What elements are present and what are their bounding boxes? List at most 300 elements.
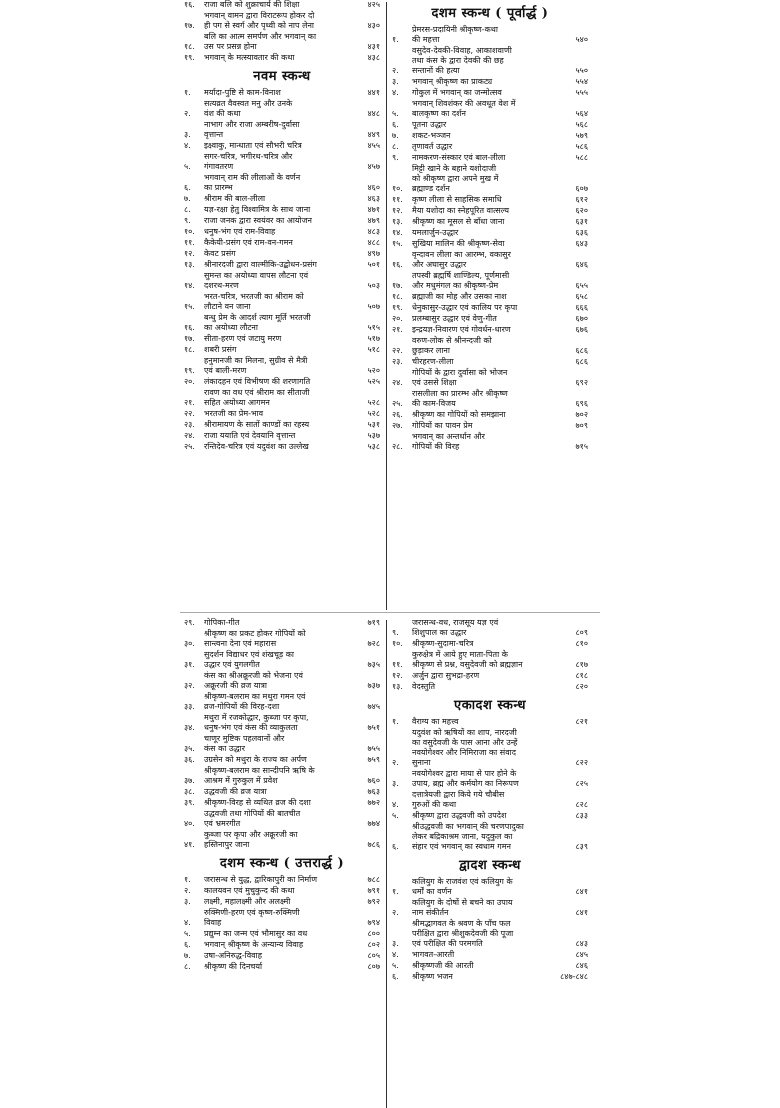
- toc-entry: [392, 314, 588, 324]
- toc-entry: [392, 961, 588, 971]
- toc-entry: [392, 142, 588, 152]
- toc-entry: [184, 650, 380, 670]
- entry-page: ७०९: [575, 421, 588, 430]
- entry-page: ६२०: [575, 206, 588, 215]
- entry-page: ८४१: [575, 908, 588, 917]
- entry-title: भगवान् राम की लीलाओं के वर्णन का प्रारम्भ: [204, 173, 301, 192]
- toc-entry: [392, 811, 588, 821]
- entry-number: ११.: [184, 238, 195, 247]
- entry-title: सुखिया मालिन की श्रीकृष्ण-सेवा: [412, 239, 505, 248]
- entry-title: धेनुकासुर-उद्धार एवं कालिय पर कृपा: [412, 303, 518, 312]
- entry-number: ६.: [392, 842, 399, 851]
- entry-page: ५१८: [367, 345, 380, 354]
- entry-page: ८३३: [575, 811, 588, 820]
- entry-title: कैकेयी-प्रसंग एवं राम-वन-गमन: [204, 238, 293, 247]
- entry-number: २१.: [184, 398, 195, 407]
- entry-title: चीरहरण-लीला: [412, 357, 454, 366]
- entry-number: ११.: [392, 195, 403, 204]
- entry-title: लंकादहन एवं विभीषण की शरणागति: [204, 377, 311, 386]
- entry-page: ५३८: [367, 442, 380, 451]
- entry-page: ७४५: [367, 702, 380, 711]
- entry-title: राजा ययाति एवं देवयानि वृत्तान्त: [204, 431, 296, 440]
- entry-title: राजा जनक द्वारा स्वयंवर का आयोजन: [204, 216, 313, 225]
- entry-number: ३.: [184, 897, 191, 906]
- entry-number: १०.: [392, 639, 403, 648]
- entry-page: ६९२: [575, 378, 588, 387]
- entry-title: रावण का वध एवं श्रीराम का सीताजी सहित अयोध्या आगमन: [204, 388, 310, 407]
- entry-title: उद्धवजी तथा गोपियों की बातचीत एवं भ्रमरगीत: [204, 809, 301, 828]
- toc-column-bottom-right: [392, 618, 588, 1108]
- entry-title: राजा बलि को शुक्राचार्य की शिक्षा: [204, 0, 300, 9]
- entry-number: ५.: [392, 811, 399, 820]
- entry-number: ९.: [184, 216, 191, 225]
- entry-title: श्रीकृष्ण का मूसल से बाँधा जाना: [412, 217, 505, 226]
- entry-number: १६.: [392, 260, 403, 269]
- entry-title: श्रीकृष्ण की दिनचर्या: [204, 962, 263, 971]
- entry-number: १२.: [184, 249, 195, 258]
- entry-title: मिट्टी खाने के बहाने यशोदाजी को श्रीकृष्ण द्वारा अपने मुख में ब्रह्माण्ड दर्शन: [412, 164, 499, 193]
- entry-number: ३.: [392, 77, 399, 86]
- entry-title: उद्धवजी की व्रज यात्रा: [204, 787, 267, 796]
- entry-title: केवट प्रसंग: [204, 249, 236, 258]
- entry-title: धनुष-भंग एवं राम-विवाह: [204, 227, 276, 236]
- entry-title: भगवान् शिवशंकर की अवधूत वेश में बालकृष्ण का दर्शन: [412, 99, 516, 118]
- entry-number: १.: [392, 35, 399, 44]
- entry-page: ५५४: [575, 77, 588, 86]
- entry-number: १९.: [184, 366, 195, 375]
- entry-page: ६८६: [575, 357, 588, 366]
- entry-page: ६६६: [575, 303, 588, 312]
- entry-number: २३.: [392, 357, 403, 366]
- entry-number: ३.: [184, 130, 191, 139]
- entry-number: १३.: [392, 217, 403, 226]
- entry-number: १९.: [392, 303, 403, 312]
- toc-entry: [184, 908, 380, 928]
- entry-number: २.: [392, 908, 399, 917]
- page-divider: [180, 612, 600, 613]
- toc-entry: [184, 249, 380, 259]
- entry-page: ८०५: [367, 951, 380, 960]
- entry-page: ४३०: [367, 21, 380, 30]
- entry-number: ५.: [184, 929, 191, 938]
- entry-title: वैराग्य का महत्त्व: [412, 717, 459, 726]
- entry-number: ५.: [392, 109, 399, 118]
- entry-title: गोपियों के द्वारा दुर्वासा को भोजन एवं उससे शिक्षा: [412, 368, 508, 387]
- entry-page: ८२८: [575, 800, 588, 809]
- entry-number: ७.: [392, 131, 399, 140]
- entry-page: ५८८: [575, 153, 588, 162]
- entry-number: ११.: [392, 660, 403, 669]
- entry-number: २३.: [184, 420, 195, 429]
- entry-number: २८.: [392, 442, 403, 451]
- entry-number: ३३.: [184, 702, 195, 711]
- toc-entry: [392, 618, 588, 638]
- toc-entry: [184, 442, 380, 452]
- entry-number: ९.: [392, 628, 399, 637]
- entry-title: भगवान् वामन द्वारा विराटरूप होकर दो ही पग से स्वर्ग और पृथ्वी को नाप लेना: [204, 11, 315, 30]
- toc-entry: [184, 431, 380, 441]
- entry-title: श्रीकृष्ण-बलराम का मथुरा गमन एवं व्रज-गोपियों की विरह-दशा: [204, 692, 306, 711]
- entry-page: ७८६: [367, 840, 380, 849]
- entry-number: ३९.: [184, 798, 195, 807]
- entry-title: सीता-हरण एवं जटायु मरण: [204, 334, 282, 343]
- entry-title: श्रीकृष्ण का गोपियों को समझाना: [412, 410, 506, 419]
- toc-entry: [392, 217, 588, 227]
- entry-number: ६.: [184, 940, 191, 949]
- entry-title: प्रेमरस-प्रदायिनी श्रीकृष्ण-कथा की महत्ता: [412, 25, 498, 44]
- entry-page: ८२०: [575, 682, 588, 691]
- entry-title: कुब्जा पर कृपा और अक्रूरजी का हस्तिनापुर जाना: [204, 830, 298, 849]
- entry-page: ५३१: [367, 420, 380, 429]
- entry-title: सगर-चरित्र, भगीरथ-चरित्र और गंगावतरण: [204, 152, 293, 171]
- entry-number: २२.: [184, 409, 195, 418]
- entry-number: ४.: [184, 141, 191, 150]
- toc-entry: [392, 650, 588, 670]
- toc-entry: [392, 228, 588, 238]
- entry-page: ६४३: [575, 239, 588, 248]
- entry-title: कृष्ण लीला से साहसिक समाधि: [412, 195, 502, 204]
- toc-entry: [184, 798, 380, 808]
- entry-page: ४९७: [367, 249, 380, 258]
- entry-title: रासलीला का प्रारम्भ और श्रीकृष्ण की काम-विजय: [412, 389, 508, 408]
- entry-number: २६.: [392, 410, 403, 419]
- toc-column-bottom-left: [184, 618, 380, 1108]
- toc-entry: [184, 409, 380, 419]
- entry-title: जरासन्ध से युद्ध, द्वारिकापुरी का निर्माण: [204, 875, 318, 884]
- toc-entry: [392, 389, 588, 409]
- toc-entry: [184, 260, 380, 270]
- toc-entry: [392, 46, 588, 76]
- toc-entry: [184, 897, 380, 907]
- entry-number: १९.: [184, 53, 195, 62]
- entry-page: ५६४: [575, 109, 588, 118]
- entry-title: कालयवन एवं मुचुकुन्द की कथा: [204, 886, 295, 895]
- entry-page: ७१५: [575, 442, 588, 451]
- entry-number: ४.: [392, 800, 399, 809]
- entry-number: ४१.: [184, 840, 195, 849]
- toc-entry: [392, 769, 588, 789]
- entry-title: श्रीराम की बाल-लीला: [204, 194, 266, 203]
- toc-entry: [184, 962, 380, 972]
- entry-title: उग्रसेन को मथुरा के राज्य का अर्पण: [204, 755, 307, 764]
- entry-title: नाभाग और राजा अम्बरीष-दुर्वासा वृत्तान्त: [204, 120, 300, 139]
- entry-page: ८२२: [575, 758, 588, 767]
- entry-page: ५७९: [575, 131, 588, 140]
- entry-title: वसुदेव-देवकी-विवाह, आकाशवाणी तथा कंस के द्वारा देवकी की छह सन्तानों की हत्या: [412, 46, 512, 75]
- entry-number: ६.: [392, 120, 399, 129]
- toc-entry: [184, 334, 380, 344]
- toc-entry: [392, 206, 588, 216]
- toc-entry: [392, 357, 588, 367]
- entry-number: २.: [184, 109, 191, 118]
- toc-entry: [184, 755, 380, 765]
- entry-title: सुदर्शन विद्याधर एवं शंखचूड़ का उद्धार एवं युगलगीत: [204, 650, 294, 669]
- entry-page: ७६३: [367, 787, 380, 796]
- entry-title: मैया यशोदा का स्नेहपूरित वात्सल्य: [412, 206, 510, 215]
- entry-number: १०.: [184, 227, 195, 236]
- toc-column-top-right: [392, 0, 588, 612]
- entry-number: ४.: [392, 88, 399, 97]
- entry-page: ८४७-८४८: [560, 972, 588, 981]
- entry-page: ५२८: [367, 398, 380, 407]
- toc-entry: [184, 271, 380, 291]
- section-heading-dasham-uttarardh: दशम स्कन्ध ( उत्तरार्द्ध ): [219, 856, 345, 871]
- entry-title: अर्जुन द्वारा सुभद्रा-हरण: [412, 671, 480, 680]
- toc-entry: [392, 682, 588, 692]
- entry-title: तपस्वी ब्रह्मर्षि शाण्डिल्य, पूर्णमासी और मधुमंगल का श्रीकृष्ण-प्रेम: [412, 271, 510, 290]
- toc-entry: [184, 830, 380, 850]
- entry-number: ८.: [392, 142, 399, 151]
- entry-page: ६३६: [575, 228, 588, 237]
- entry-page: ६५८: [575, 292, 588, 301]
- entry-number: ३८.: [184, 787, 195, 796]
- entry-page: ५६८: [575, 120, 588, 129]
- entry-title: श्रीउद्धवजी का भगवान् की चरणपादुका लेकर बद्रिकाश्रम जाना, यदुकुल का संहार एवं भगवान् का स्वधाम गमन: [412, 822, 524, 851]
- entry-number: १२.: [392, 206, 403, 215]
- entry-number: २०.: [184, 377, 195, 386]
- entry-number: १६.: [184, 323, 195, 332]
- entry-page: ६९६: [575, 399, 588, 408]
- entry-title: मथुरा में रजकोद्धार, कुब्जा पर कृपा, धनुष-भंग एवं कंस की व्याकुलता: [204, 713, 309, 732]
- entry-number: २.: [184, 886, 191, 895]
- section-heading-dwadash: द्वादश स्कन्ध: [459, 858, 521, 873]
- toc-entry: [184, 420, 380, 430]
- entry-list: [392, 618, 588, 692]
- entry-page: ८०७: [367, 962, 380, 971]
- entry-title: श्रीकृष्ण भजन: [412, 972, 453, 981]
- entry-title: भगवान् का अन्तर्धान और गोपियों की विरह: [412, 432, 485, 451]
- entry-page: ७५५: [367, 744, 380, 753]
- entry-page: ४२५: [367, 0, 380, 9]
- entry-title: दत्तात्रेयजी द्वारा किये गये चौबीस गुरुओं की कथा: [412, 790, 505, 809]
- entry-page: ८०२: [367, 940, 380, 949]
- toc-entry: [392, 325, 588, 335]
- toc-entry: [392, 919, 588, 949]
- toc-entry: [392, 728, 588, 768]
- entry-number: ४.: [184, 918, 191, 927]
- entry-page: ६१२: [575, 195, 588, 204]
- entry-number: २९.: [184, 618, 195, 627]
- toc-entry: [184, 618, 380, 628]
- entry-title: भगवान् के मत्स्यावतार की कथा: [204, 53, 295, 62]
- entry-page: ८००: [367, 929, 380, 938]
- entry-page: ८२५: [575, 779, 588, 788]
- entry-page: ५१५: [367, 323, 380, 332]
- toc-entry: [392, 717, 588, 727]
- toc-entry: [184, 32, 380, 52]
- entry-page: ८३९: [575, 842, 588, 851]
- entry-number: ३१.: [184, 660, 195, 669]
- entry-number: २२.: [392, 346, 403, 355]
- toc-entry: [392, 271, 588, 291]
- entry-number: १५.: [392, 239, 403, 248]
- entry-title: चाणूर मुष्टिक पहलवानों और कंस का उद्धार: [204, 734, 285, 753]
- entry-number: ७.: [184, 194, 191, 203]
- entry-title: नवयोगेश्वर द्वारा माया से पार होने के उपाय, ब्रह्म और कर्मयोग का निरूपण: [412, 769, 519, 788]
- entry-title: जरासन्ध-वध, राजसूय यज्ञ एवं शिशुपाल का उद्धार: [412, 618, 499, 637]
- toc-entry: [184, 120, 380, 140]
- entry-title: मर्यादा-पुष्टि से काम-विनाश: [204, 88, 281, 97]
- toc-entry: [392, 292, 588, 302]
- entry-number: ३७.: [184, 776, 195, 785]
- toc-entry: [184, 734, 380, 754]
- entry-title: श्रीकृष्ण-बलराम का सान्दीपनि ऋषि के आश्रम में गुरुकुल में प्रवेश: [204, 766, 315, 785]
- entry-page: ४५७: [367, 162, 380, 171]
- toc-entry: [392, 195, 588, 205]
- entry-title: वरुण-लोक से श्रीनन्दजी को छुड़ाकर लाना: [412, 336, 492, 355]
- entry-title: नामकरण-संस्कार एवं बाल-लीला: [412, 153, 506, 162]
- entry-title: भरतजी का प्रेम-भाव: [204, 409, 264, 418]
- toc-entry: [392, 368, 588, 388]
- section-heading-ekadash: एकादश स्कन्ध: [454, 698, 526, 713]
- entry-page: ६७६: [575, 325, 588, 334]
- entry-number: २.: [392, 66, 399, 75]
- entry-title: भगवान् श्रीकृष्ण के अन्यान्य विवाह: [204, 940, 304, 949]
- entry-page: ५०७: [367, 302, 380, 311]
- entry-list: [392, 25, 588, 452]
- entry-number: २७.: [392, 421, 403, 430]
- entry-number: १४.: [392, 228, 403, 237]
- entry-page: ५२८: [367, 409, 380, 418]
- entry-page: ७७४: [367, 819, 380, 828]
- toc-entry: [184, 766, 380, 786]
- toc-entry: [184, 671, 380, 691]
- entry-title: शबरी प्रसंग: [204, 345, 237, 354]
- entry-title: श्रीनारदजी द्वारा वाल्मीकि-उद्बोधन-प्रसंग: [204, 260, 317, 269]
- entry-page: ७३७: [367, 681, 380, 690]
- entry-title: बन्धु प्रेम के आदर्श त्याग मूर्ति भरतजी का अयोध्या लौटना: [204, 313, 311, 332]
- entry-number: ३५.: [184, 744, 195, 753]
- entry-title: रुक्मिणी-हरण एवं कृष्ण-रुक्मिणी विवाह: [204, 908, 300, 927]
- toc-entry: [184, 227, 380, 237]
- entry-number: ५.: [184, 162, 191, 171]
- toc-entry: [392, 131, 588, 141]
- entry-title: भगवान् श्रीकृष्ण का प्राकट्य: [412, 77, 493, 86]
- entry-title: सत्यव्रत वैवस्वत मनु और उनके वंश की कथा: [204, 99, 293, 118]
- entry-number: ३६.: [184, 755, 195, 764]
- entry-title: लक्ष्मी, महालक्ष्मी और अलक्ष्मी: [204, 897, 291, 906]
- entry-number: २०.: [392, 314, 403, 323]
- entry-number: २५.: [392, 399, 403, 408]
- toc-entry: [184, 692, 380, 712]
- entry-page: ८१८: [575, 671, 588, 680]
- entry-page: ८१०: [575, 639, 588, 648]
- entry-title: इक्ष्वाकु, मान्धाता एवं सौभरी चरित्र: [204, 141, 302, 150]
- toc-entry: [184, 194, 380, 204]
- entry-title: श्रीकृष्ण द्वारा उद्धवजी को उपदेश: [412, 811, 507, 820]
- entry-page: ७९१: [367, 886, 380, 895]
- entry-page: ५२५: [367, 377, 380, 386]
- entry-number: १८.: [184, 42, 195, 51]
- entry-title: रन्तिदेव-चरित्र एवं यदुवंश का उल्लेख: [204, 442, 309, 451]
- toc-entry: [392, 164, 588, 194]
- entry-title: गोपिका-गीत: [204, 618, 240, 627]
- entry-number: १८.: [184, 345, 195, 354]
- entry-title: सुमन्त का अयोध्या वापस लौटना एवं दशरथ-मरण: [204, 271, 309, 290]
- entry-title: यज्ञ-रक्षा हेतु विश्वामित्र के साथ जाना: [204, 205, 311, 214]
- entry-number: २.: [392, 758, 399, 767]
- entry-page: ४३८: [367, 53, 380, 62]
- section-heading-dasham-purvardh: दशम स्कन्ध ( पूर्वार्द्ध ): [431, 6, 549, 21]
- entry-title: गोकुल में भगवान् का जन्मोत्सव: [412, 88, 502, 97]
- toc-entry: [392, 303, 588, 313]
- toc-entry: [184, 713, 380, 733]
- entry-page: ६७०: [575, 314, 588, 323]
- toc-entry: [184, 216, 380, 226]
- entry-number: २५.: [184, 442, 195, 451]
- toc-column-top-left: [184, 0, 380, 612]
- entry-page: ८४५: [575, 950, 588, 959]
- entry-number: ३४.: [184, 723, 195, 732]
- entry-page: ७३५: [367, 660, 380, 669]
- entry-number: ९.: [392, 153, 399, 162]
- entry-page: ८२१: [575, 717, 588, 726]
- toc-entry: [184, 929, 380, 939]
- entry-number: १७.: [184, 334, 195, 343]
- toc-entry: [184, 205, 380, 215]
- entry-page: ८४१: [575, 887, 588, 896]
- toc-entry: [392, 432, 588, 452]
- entry-title: वेदस्तुति: [412, 682, 435, 691]
- toc-entry: [184, 238, 380, 248]
- toc-entry: [392, 639, 588, 649]
- toc-entry: [184, 0, 380, 10]
- entry-page: ८४३: [575, 939, 588, 948]
- entry-page: ४६०: [367, 183, 380, 192]
- entry-title: कलियुग के दोषों से बचने का उपाय नाम संकीर्तन: [412, 898, 513, 917]
- entry-page: ६४६: [575, 260, 588, 269]
- entry-number: १८.: [392, 292, 403, 301]
- toc-entry: [184, 141, 380, 151]
- entry-number: २४.: [392, 378, 403, 387]
- section-heading-navam: नवम स्कन्ध: [253, 69, 311, 84]
- toc-entry: [392, 336, 588, 356]
- entry-page: ७९२: [367, 897, 380, 906]
- entry-page: ७८८: [367, 875, 380, 884]
- entry-page: ८४६: [575, 961, 588, 970]
- entry-title: उषा-अनिरुद्ध-विवाह: [204, 951, 262, 960]
- toc-entry: [392, 410, 588, 420]
- entry-title: कुरुक्षेत्र में आये हुए माता-पिता के श्रीकृष्ण से प्रश्न, वसुदेवजी को ब्रह्मज्ञान: [412, 650, 523, 669]
- column-divider: [386, 620, 387, 1108]
- toc-entry: [184, 292, 380, 312]
- entry-title: कंस का श्रीअक्रूरजी को भेजना एवं अक्रूरजी की व्रज यात्रा: [204, 671, 303, 690]
- entry-number: ३.: [392, 939, 399, 948]
- toc-entry: [392, 421, 588, 431]
- entry-title: तृणावर्त उद्धार: [412, 142, 453, 151]
- toc-entry: [184, 173, 380, 193]
- entry-number: ३.: [392, 779, 399, 788]
- entry-number: १२.: [392, 671, 403, 680]
- toc-entry: [392, 972, 588, 982]
- entry-page: ८१७: [575, 660, 588, 669]
- entry-page: ७९४: [367, 918, 380, 927]
- toc-entry: [392, 120, 588, 130]
- entry-number: ८.: [184, 205, 191, 214]
- toc-entry: [392, 239, 588, 249]
- entry-number: १.: [392, 717, 399, 726]
- entry-page: ७७२: [367, 798, 380, 807]
- entry-page: ४८८: [367, 238, 380, 247]
- entry-page: ४७१: [367, 205, 380, 214]
- entry-number: १३.: [392, 682, 403, 691]
- toc-entry: [392, 25, 588, 45]
- toc-entry: [184, 53, 380, 63]
- toc-entry: [184, 875, 380, 885]
- toc-entry: [184, 940, 380, 950]
- entry-number: १६.: [184, 0, 195, 9]
- toc-entry: [392, 250, 588, 270]
